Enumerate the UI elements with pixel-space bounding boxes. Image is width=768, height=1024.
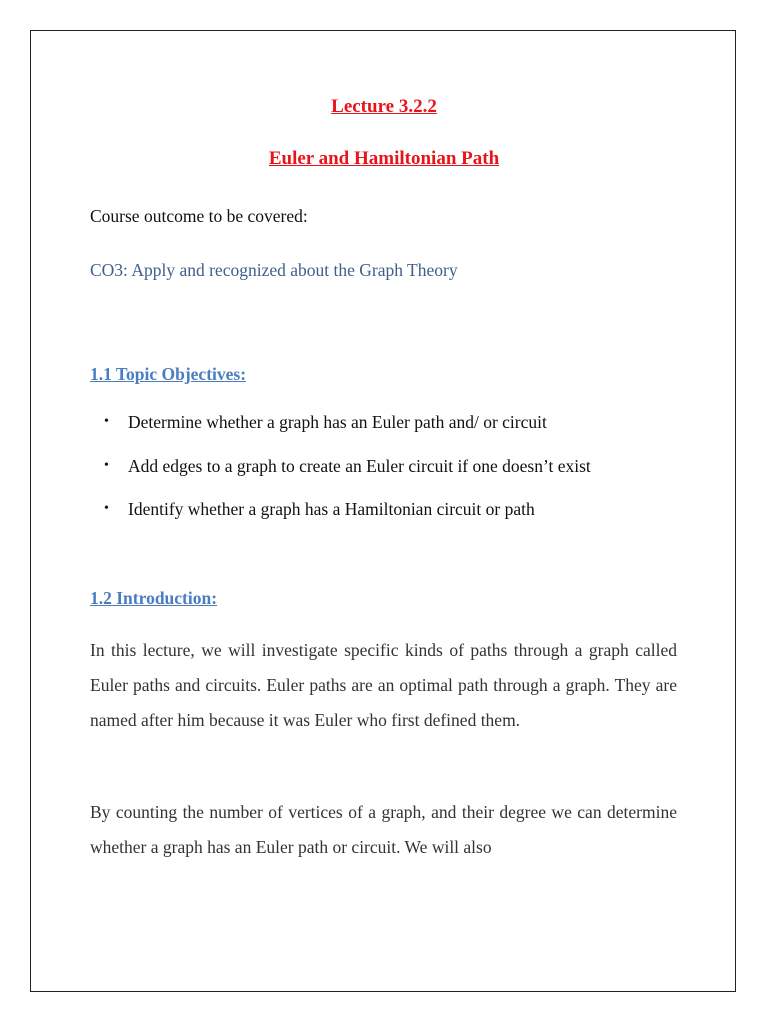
bullet-dot-icon: • [104, 414, 109, 429]
section-heading-objectives: 1.1 Topic Objectives: [90, 364, 247, 384]
objective-text: Add edges to a graph to create an Euler circuit if one doesn’t exist [128, 455, 591, 476]
topic-title: Euler and Hamiltonian Path [268, 148, 500, 169]
objectives-list [90, 411, 591, 542]
list-item [90, 455, 591, 477]
section-heading-introduction: 1.2 Introduction: [90, 588, 218, 608]
list-item [90, 411, 591, 433]
course-outcome: CO3: Apply and recognized about the Graph Theory [90, 260, 458, 280]
intro-paragraph-2: By counting the number of vertices of a graph, and their degree we can determine whether a graph has an Euler path or circuit. We will also [90, 802, 677, 857]
list-item [90, 498, 591, 520]
lecture-title: Lecture 3.2.2 [331, 96, 437, 117]
objective-text: Determine whether a graph has an Euler path and/ or circuit [128, 412, 547, 432]
objective-text: Identify whether a graph has a Hamiltonian circuit or path [128, 499, 535, 519]
bullet-dot-icon: • [104, 457, 109, 473]
bullet-dot-icon: • [104, 501, 109, 516]
course-outcome-label: Course outcome to be covered: [90, 206, 308, 226]
intro-paragraph-1: In this lecture, we will investigate specific kinds of paths through a graph called Euler paths and circuits. Euler paths are an optimal path through a graph. They are named after him because it was Euler who first defined them. [90, 640, 677, 730]
